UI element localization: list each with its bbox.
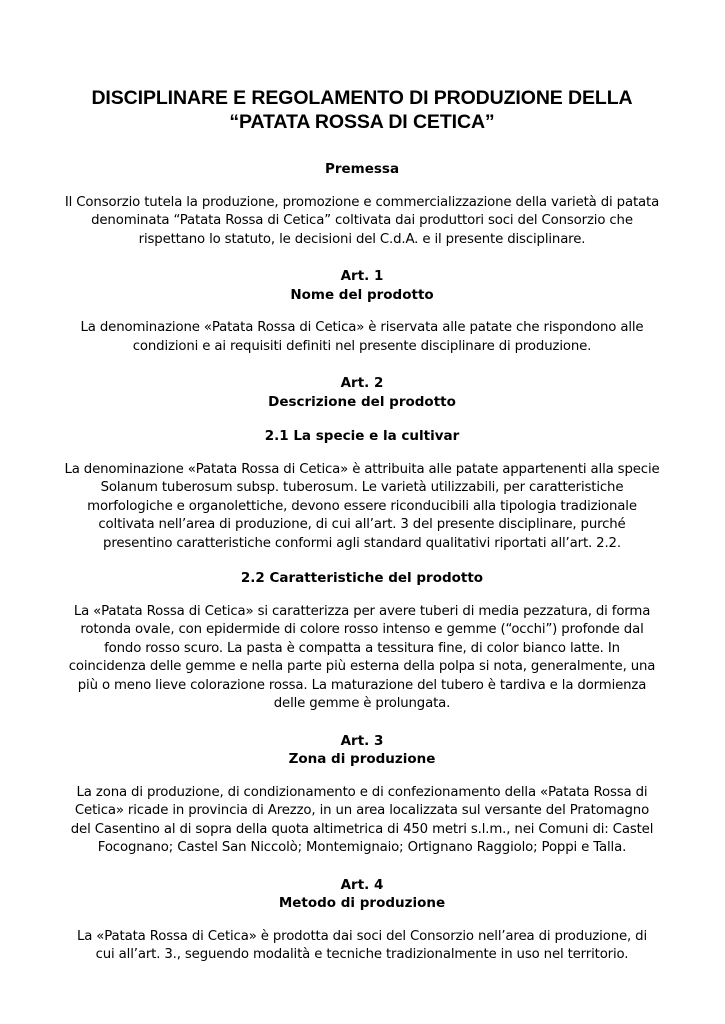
paragraph-line: cui all’art. 3., seguendo modalità e tecniche tradizionalmente in uso nel territorio. xyxy=(95,947,629,962)
paragraph-line: Cetica» ricade in provincia di Arezzo, in un area localizzata sul versante del Pratomagno xyxy=(74,803,650,818)
paragraph-line: La «Patata Rossa di Cetica» si caratterizza per avere tuberi di media pezzatura, di forma xyxy=(73,603,651,619)
article-heading: Nome del prodotto xyxy=(290,286,434,303)
paragraph-line: condizioni e ai requisiti definiti nel presente disciplinare di produzione. xyxy=(132,338,592,354)
art-4-paragraph xyxy=(62,928,662,965)
section-art-2 xyxy=(62,374,662,714)
art-2-1-paragraph xyxy=(62,461,662,554)
paragraph-line: Focognano; Castel San Niccolò; Montemignaio; Ortignano Raggiolo; Poppi e Talla. xyxy=(97,840,627,855)
paragraph-line: Solanum tuberosum subsp. tuberosum. Le varietà utilizzabili, per caratteristiche xyxy=(100,480,624,495)
paragraph-line: fondo rosso scuro. La pasta è compatta a tessitura fine, di color bianco latte. In xyxy=(104,640,620,656)
section-art-3 xyxy=(62,732,662,858)
paragraph-line: Il Consorzio tutela la produzione, promozione e commercializzazione della varietà di patata xyxy=(64,194,660,210)
paragraph-line: rotonda ovale, con epidermide di colore rosso intenso e gemme (“occhi”) profonde dal xyxy=(80,622,644,637)
art-3-paragraph xyxy=(62,784,662,858)
paragraph-line: La zona di produzione, di condizionamento e di confezionamento della «Patata Rossa di xyxy=(76,784,648,800)
title-line-2: “PATATA ROSSA DI CETICA” xyxy=(229,111,495,133)
paragraph-line: presentino caratteristiche conformi agli standard qualitativi riportati all’art. 2.2. xyxy=(103,535,621,551)
article-number: Art. 3 xyxy=(340,732,384,749)
paragraph-line: rispettano lo statuto, le decisioni del C.d.A. e il presente disciplinare. xyxy=(138,231,586,247)
paragraph-line: morfologiche e organolettiche, devono essere riconducibili alla tipologia tradizionale xyxy=(87,498,637,514)
section-art-4 xyxy=(62,876,662,965)
art-2-2-paragraph xyxy=(62,603,662,714)
paragraph-line: più o meno lieve colorazione rossa. La maturazione del tubero è tardiva e la dormienza xyxy=(77,677,647,693)
article-number: Art. 2 xyxy=(340,375,384,391)
paragraph-line: coincidenza delle gemme e nella parte più esterna della polpa si nota, generalmente, una xyxy=(68,659,656,674)
paragraph-line: del Casentino al di sopra della quota altimetrica di 450 metri s.l.m., nei Comuni di: Castel xyxy=(70,821,654,837)
paragraph-line: La denominazione «Patata Rossa di Cetica» è attribuita alle patate appartenenti alla specie xyxy=(64,461,660,477)
premessa-paragraph xyxy=(62,194,662,250)
paragraph-line: denominata “Patata Rossa di Cetica” coltivata dai produttori soci del Consorzio che xyxy=(91,213,633,228)
document-page xyxy=(62,86,662,965)
title-line-1: DISCIPLINARE E REGOLAMENTO DI PRODUZIONE DELLA xyxy=(91,87,633,109)
article-heading: Metodo di produzione xyxy=(278,895,446,911)
section-art-1 xyxy=(62,267,662,356)
article-heading: Zona di produzione xyxy=(288,751,436,767)
subsection-heading-2-2: 2.2 Caratteristiche del prodotto xyxy=(240,570,484,586)
section-premessa xyxy=(62,160,662,249)
paragraph-line: La denominazione «Patata Rossa di Cetica» è riservata alle patate che rispondono alle xyxy=(80,320,644,335)
article-number: Art. 4 xyxy=(340,876,384,893)
paragraph-line: coltivata nell’area di produzione, di cui all’art. 3 del presente disciplinare, purché xyxy=(98,517,626,532)
paragraph-line: delle gemme è prolungata. xyxy=(273,696,451,711)
article-heading: Descrizione del prodotto xyxy=(268,393,456,410)
document-title xyxy=(62,86,662,134)
article-number: Art. 1 xyxy=(340,268,384,284)
art-1-paragraph xyxy=(62,319,662,356)
premessa-heading: Premessa xyxy=(324,161,400,177)
paragraph-line: La «Patata Rossa di Cetica» è prodotta dai soci del Consorzio nell’area di produzione, di xyxy=(76,928,648,944)
subsection-heading-2-1: 2.1 La specie e la cultivar xyxy=(264,428,460,444)
